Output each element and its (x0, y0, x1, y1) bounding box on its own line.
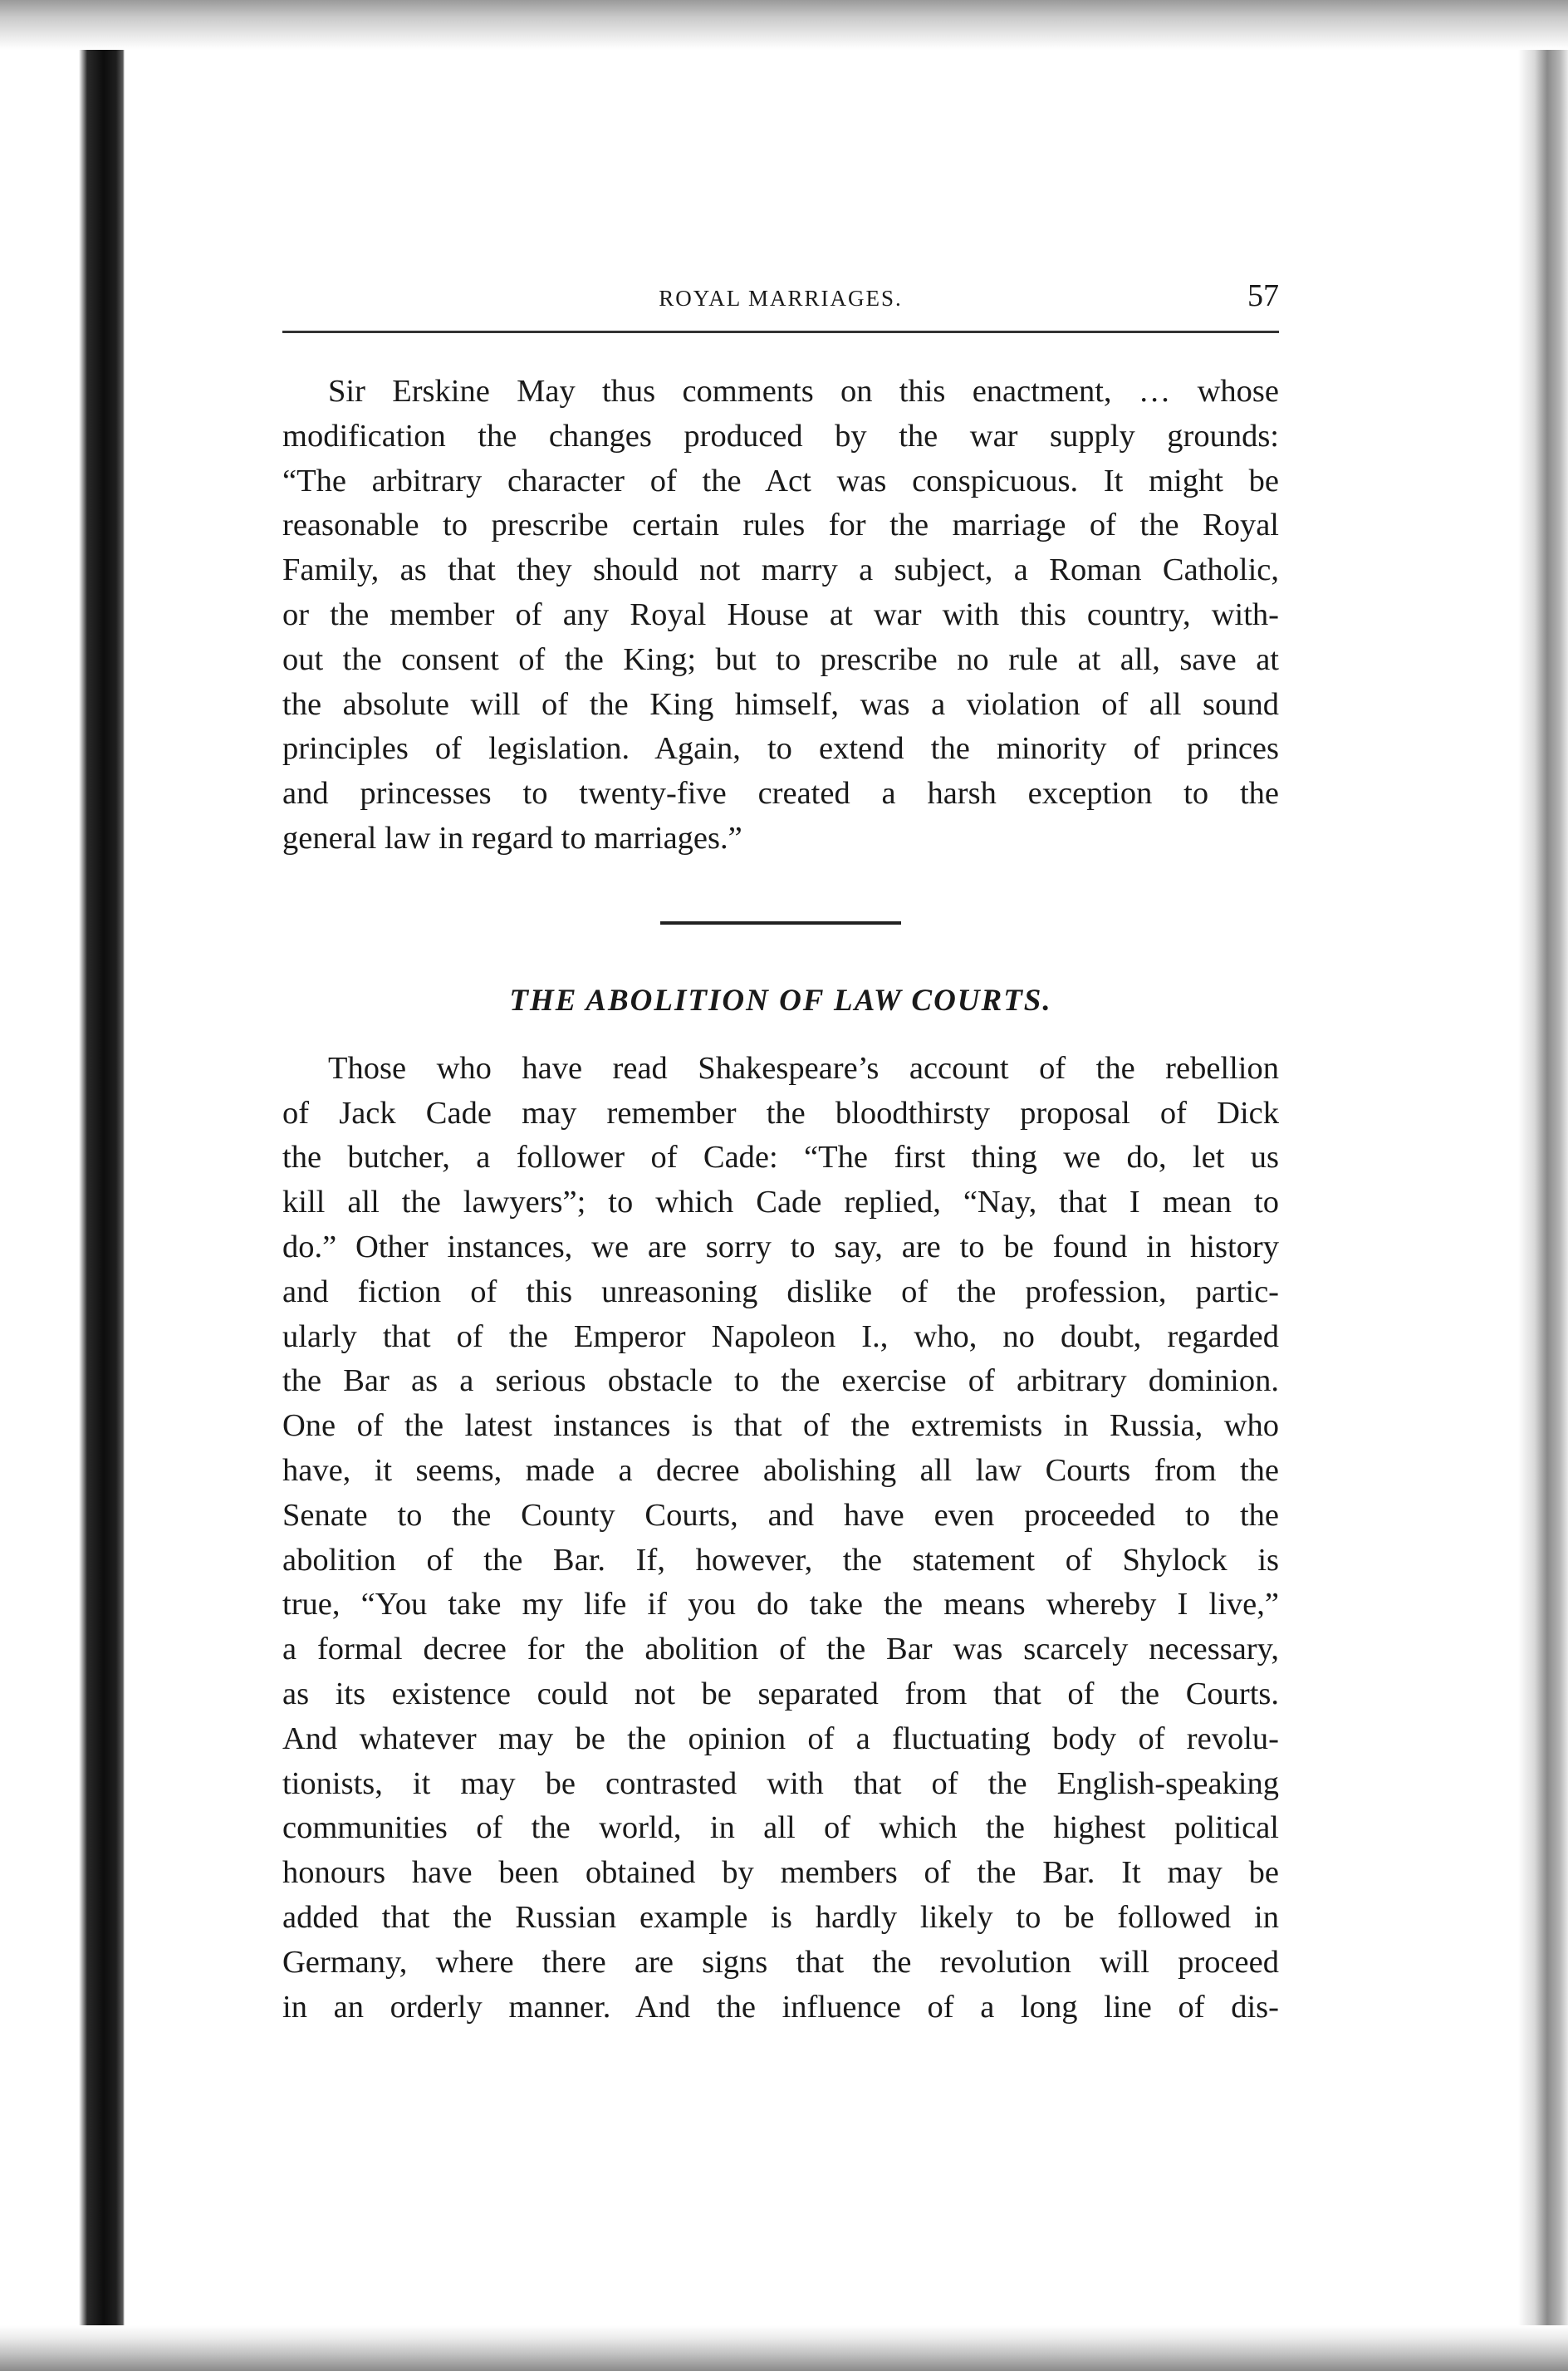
running-head (282, 274, 1279, 324)
text-line: the absolute will of the King himself, was a violation of all sound (282, 686, 1279, 722)
text-line: tionists, it may be contrasted with that of the English-speaking (282, 1765, 1279, 1801)
text-line: in an orderly manner. And the influence of a long line of dis- (282, 1989, 1279, 2025)
scan-edge-top (0, 0, 1568, 50)
text-line: Family, as that they should not marry a subject, a Roman Catholic, (282, 552, 1279, 588)
text-line: as its existence could not be separated from that of the Courts. (282, 1676, 1279, 1711)
book-page (282, 274, 1279, 2030)
text-line: honours have been obtained by members of the Bar. It may be (282, 1855, 1279, 1891)
header-rule (282, 331, 1279, 333)
scan-edge-left (0, 0, 125, 2371)
text-line: communities of the world, in all of which the highest political (282, 1810, 1279, 1846)
running-head-title: ROYAL MARRIAGES. (659, 286, 903, 311)
page-number: 57 (1247, 278, 1279, 313)
text-line: general law in regard to marriages.” (282, 820, 742, 856)
text-line: ularly that of the Emperor Napoleon I., who, no doubt, regarded (282, 1318, 1279, 1354)
text-line: and fiction of this unreasoning dislike of the profession, partic- (282, 1274, 1279, 1309)
section-title: THE ABOLITION OF LAW COURTS. (509, 983, 1052, 1018)
text-line: a formal decree for the abolition of the Bar was scarcely necessary, (282, 1632, 1279, 1667)
text-line: reasonable to prescribe certain rules for the marriage of the Royal (282, 508, 1279, 543)
text-line: of Jack Cade may remember the bloodthirsty proposal of Dick (282, 1095, 1279, 1131)
text-line: Senate to the County Courts, and have even proceeded to the (282, 1497, 1279, 1533)
text-line: the Bar as a serious obstacle to the exercise of arbitrary dominion. (282, 1363, 1279, 1399)
text-line: And whatever may be the opinion of a fluctuating body of revolu- (282, 1721, 1279, 1756)
text-line: do.” Other instances, we are sorry to say, are to be found in history (282, 1229, 1279, 1264)
section-divider-rule (660, 921, 901, 925)
text-line: “The arbitrary character of the Act was conspicuous. It might be (282, 463, 1279, 498)
scan-edge-right (1518, 0, 1568, 2371)
text-line: Sir Erskine May thus comments on this enactment, … whose (328, 374, 1279, 409)
text-line: the butcher, a follower of Cade: “The first thing we do, let us (282, 1140, 1279, 1176)
text-line: added that the Russian example is hardly likely to be followed in (282, 1899, 1279, 1935)
text-line: modification the changes produced by the war supply grounds: (282, 418, 1279, 454)
text-line: or the member of any Royal House at war with this country, with- (282, 596, 1279, 632)
text-line: kill all the lawyers”; to which Cade replied, “Nay, that I mean to (282, 1185, 1279, 1220)
text-line: principles of legislation. Again, to extend the minority of princes (282, 731, 1279, 767)
text-line: Those who have read Shakespeare’s account of the rebellion (328, 1050, 1279, 1086)
text-line: out the consent of the King; but to prescribe no rule at all, save at (282, 641, 1279, 677)
text-line: true, “You take my life if you do take the means whereby I live,” (282, 1587, 1279, 1622)
paragraph-law-courts (282, 1047, 1279, 2030)
text-line: have, it seems, made a decree abolishing all law Courts from the (282, 1452, 1279, 1488)
paragraph-erskine-may (282, 370, 1279, 862)
text-line: and princesses to twenty-five created a harsh exception to the (282, 776, 1279, 812)
text-line: abolition of the Bar. If, however, the statement of Shylock is (282, 1542, 1279, 1578)
scan-edge-bottom (0, 2325, 1568, 2371)
text-line: One of the latest instances is that of the extremists in Russia, who (282, 1408, 1279, 1444)
text-line: Germany, where there are signs that the revolution will proceed (282, 1944, 1279, 1980)
